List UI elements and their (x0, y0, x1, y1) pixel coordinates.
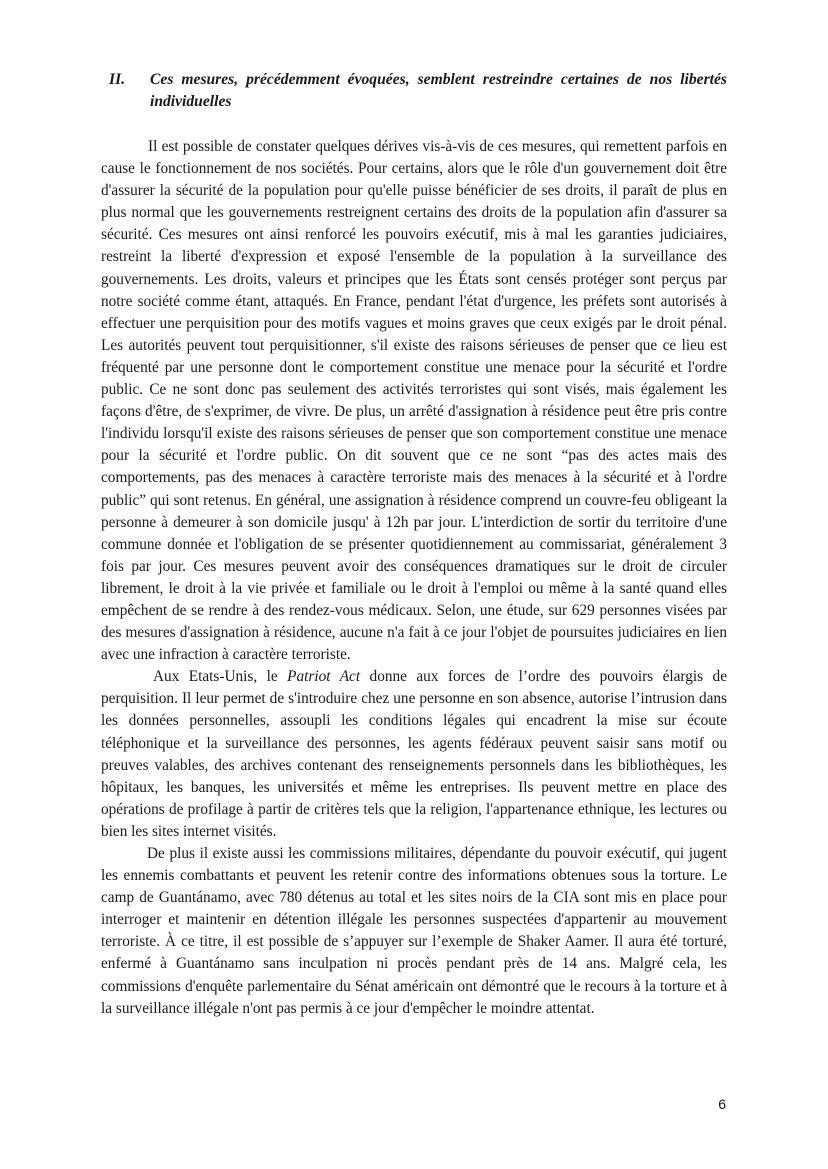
page-number: 6 (718, 1096, 726, 1112)
section-title: Ces mesures, précédemment évoquées, semblent restreindre certaines de nos libertés individuelles (150, 71, 727, 110)
section-number: II. (109, 71, 126, 88)
paragraph-military-commissions: De plus il existe aussi les commissions militaires, dépendante du pouvoir exécutif, qui jugent les ennemis combattants et peuvent les retenir contre des informations obtenues sous la torture. Le camp de Guantánamo, avec 780 détenus au total et les sites noirs de la CIA sont mis en place pour interroger et maintenir en détention illégale les personnes suspectées d'appartenir au mouvement terroriste. À ce titre, il est possible de s’appuyer sur l’exemple de Shaker Aamer. Il aura été torturé, enfermé à Guantánamo sans inculpation ni procès pendant près de 14 ans. Malgré cela, les commissions d'enquête parlementaire du Sénat américain ont démontré que le recours à la torture et à la surveillance illégale n'ont pas permis à ce jour d'empêcher le moindre attentat. (101, 845, 727, 1017)
paragraph-france: Il est possible de constater quelques dérives vis-à-vis de ces mesures, qui remettent parfois en cause le fonctionnement de nos sociétés. Pour certains, alors que le rôle d'un gouvernement doit être d'assurer la sécurité de la population pour qu'elle puisse bénéficier de ses droits, il paraît de plus en plus normal que les gouvernements restreignent certains des droits de la population afin d'assurer sa sécurité. Ces mesures ont ainsi renforcé les pouvoirs exécutif, mis à mal les garanties judiciaires, restreint la liberté d'expression et exposé l'ensemble de la population à la surveillance des gouvernements. Les droits, valeurs et principes que les États sont censés protéger sont perçus par notre société comme étant, attaqués. En France, pendant l'état d'urgence, les préfets sont autorisés à effectuer une perquisition pour des motifs vagues et moins graves que ceux exigés par le droit pénal. Les autorités peuvent tout perquisitionner, s'il existe des raisons sérieuses de penser que ce lieu est fréquenté par une personne dont le comportement constitue une menace pour la sécurité et l'ordre public. Ce ne sont donc pas seulement des activités terroristes qui sont visés, mais également les façons d'être, de s'exprimer, de vivre. De plus, un arrêté d'assignation à résidence peut être pris contre l'individu lorsqu'il existe des raisons sérieuses de penser que son comportement constitue une menace pour la sécurité et l'ordre public. On dit souvent que ce ne sont “pas des actes mais des comportements, pas des menaces à caractère terroriste mais des menaces à la sécurité et à l'ordre public” qui sont retenus. En général, une assignation à résidence comprend un couvre-feu obligeant la personne à demeurer à son domicile jusqu' à 12h par jour. L'interdiction de sortir du territoire d'une commune donnée et l'obligation de se présenter quotidiennement au commissariat, généralement 3 fois par jour. Ces mesures peuvent avoir des conséquences dramatiques sur le droit de circuler librement, le droit à la vie privée et familiale ou le droit à l'emploi ou même à la santé quand elles empêchent de se rendre à des rendez-vous médicaux. Selon, une étude, sur 629 personnes visées par des mesures d'assignation à résidence, aucune n'a fait à ce jour l'objet de poursuites judiciaires en lien avec une infraction à caractère terroriste. (101, 138, 727, 664)
paragraph-usa-intro: Aux Etats-Unis, le (153, 668, 288, 686)
patriot-act-term: Patriot Act (287, 668, 361, 686)
body-text (101, 136, 727, 1020)
paragraph-usa (101, 666, 727, 843)
section-heading (101, 69, 727, 113)
paragraph-usa-body: donne aux forces de l’ordre des pouvoirs élargis de perquisition. Il leur permet de s'introduire chez une personne en son absence, autorise l’intrusion dans les données personnelles, assoupli les conditions légales qui encadrent la mise sur écoute téléphonique et la surveillance des personnes, les agents fédéraux peuvent saisir sans motif ou preuves valables, des archives contenant des renseignements personnels dans les bibliothèques, les hôpitaux, les banques, les universités et même les entreprises. Ils peuvent mettre en place des opérations de profilage à partir de critères tels que la religion, l'appartenance ethnique, les lectures ou bien les sites internet visités. (101, 668, 727, 840)
